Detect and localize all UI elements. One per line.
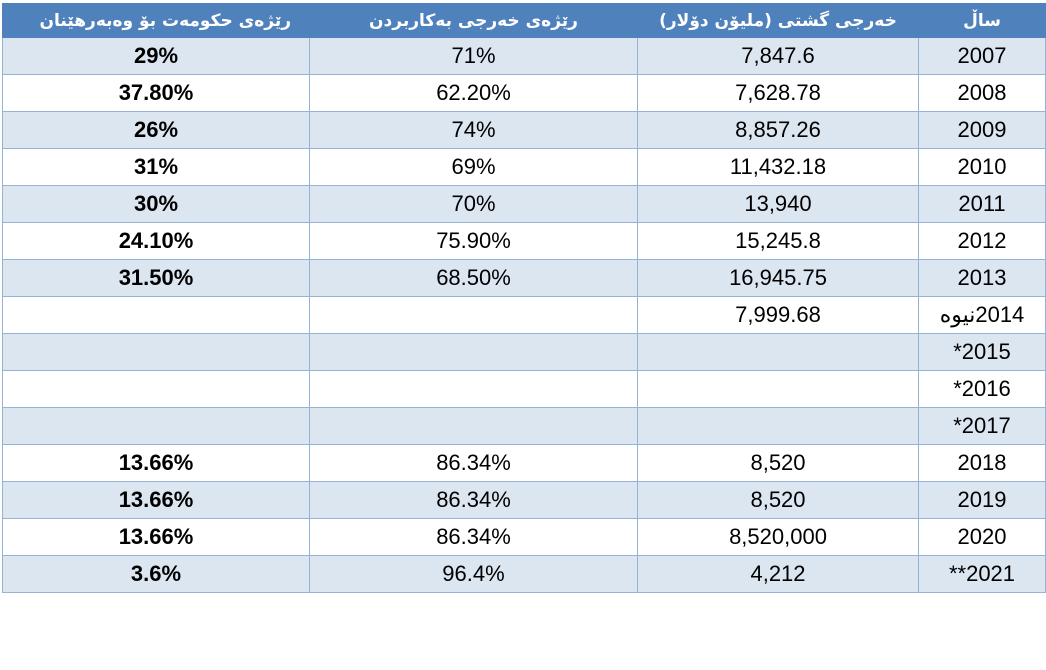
operational-cell: 75.90% xyxy=(310,223,638,260)
total-cell: 13,940 xyxy=(638,186,919,223)
investment-cell: 30% xyxy=(3,186,310,223)
spending-table-wrapper xyxy=(2,3,1045,593)
investment-cell: 13.66% xyxy=(3,445,310,482)
table-row xyxy=(3,445,1046,482)
investment-cell: 26% xyxy=(3,112,310,149)
table-row xyxy=(3,260,1046,297)
operational-cell xyxy=(310,371,638,408)
year-cell: 2008 xyxy=(919,75,1046,112)
total-cell: 8,520 xyxy=(638,482,919,519)
total-cell: 8,520 xyxy=(638,445,919,482)
operational-cell: 69% xyxy=(310,149,638,186)
table-row xyxy=(3,75,1046,112)
investment-cell: 3.6% xyxy=(3,556,310,593)
table-row xyxy=(3,556,1046,593)
header-row xyxy=(3,4,1046,38)
year-cell: 2013 xyxy=(919,260,1046,297)
table-row xyxy=(3,112,1046,149)
year-cell: 2014نیوە xyxy=(919,297,1046,334)
operational-cell: 86.34% xyxy=(310,445,638,482)
operational-cell: 86.34% xyxy=(310,519,638,556)
year-cell: 2012 xyxy=(919,223,1046,260)
total-cell: 7,628.78 xyxy=(638,75,919,112)
operational-cell: 96.4% xyxy=(310,556,638,593)
header-year: ساڵ xyxy=(919,4,1046,38)
year-cell: 2020 xyxy=(919,519,1046,556)
year-cell: 2007 xyxy=(919,38,1046,75)
year-cell: 2017* xyxy=(919,408,1046,445)
spending-table xyxy=(2,3,1046,593)
investment-cell: 13.66% xyxy=(3,519,310,556)
year-cell: 2011 xyxy=(919,186,1046,223)
year-cell: 2018 xyxy=(919,445,1046,482)
operational-cell: 62.20% xyxy=(310,75,638,112)
investment-cell xyxy=(3,371,310,408)
year-cell: 2009 xyxy=(919,112,1046,149)
investment-cell xyxy=(3,297,310,334)
table-row xyxy=(3,186,1046,223)
table-row xyxy=(3,38,1046,75)
year-cell: 2016* xyxy=(919,371,1046,408)
table-row xyxy=(3,408,1046,445)
total-cell: 8,857.26 xyxy=(638,112,919,149)
operational-cell: 74% xyxy=(310,112,638,149)
total-cell: 4,212 xyxy=(638,556,919,593)
operational-cell xyxy=(310,334,638,371)
total-cell: 15,245.8 xyxy=(638,223,919,260)
investment-cell: 31% xyxy=(3,149,310,186)
total-cell: 11,432.18 xyxy=(638,149,919,186)
year-cell: 2019 xyxy=(919,482,1046,519)
total-cell: 7,999.68 xyxy=(638,297,919,334)
header-investment-ratio: رێژەی حکومەت بۆ وەبەرهێنان xyxy=(3,4,310,38)
total-cell xyxy=(638,371,919,408)
table-row xyxy=(3,519,1046,556)
total-cell: 8,520,000 xyxy=(638,519,919,556)
operational-cell xyxy=(310,408,638,445)
investment-cell xyxy=(3,408,310,445)
year-cell: 2015* xyxy=(919,334,1046,371)
table-row xyxy=(3,371,1046,408)
total-cell xyxy=(638,408,919,445)
table-row xyxy=(3,149,1046,186)
year-cell: 2010 xyxy=(919,149,1046,186)
header-total-spending: خەرجی گشتی (ملیۆن دۆلار) xyxy=(638,4,919,38)
table-row xyxy=(3,482,1046,519)
operational-cell: 71% xyxy=(310,38,638,75)
investment-cell: 31.50% xyxy=(3,260,310,297)
table-row xyxy=(3,297,1046,334)
investment-cell: 13.66% xyxy=(3,482,310,519)
table-row xyxy=(3,223,1046,260)
investment-cell: 29% xyxy=(3,38,310,75)
total-cell: 7,847.6 xyxy=(638,38,919,75)
total-cell xyxy=(638,334,919,371)
investment-cell xyxy=(3,334,310,371)
operational-cell: 68.50% xyxy=(310,260,638,297)
operational-cell: 86.34% xyxy=(310,482,638,519)
total-cell: 16,945.75 xyxy=(638,260,919,297)
operational-cell: 70% xyxy=(310,186,638,223)
header-operational-ratio: رێژەی خەرجی بەکاربردن xyxy=(310,4,638,38)
table-row xyxy=(3,334,1046,371)
investment-cell: 24.10% xyxy=(3,223,310,260)
investment-cell: 37.80% xyxy=(3,75,310,112)
operational-cell xyxy=(310,297,638,334)
year-cell: 2021** xyxy=(919,556,1046,593)
